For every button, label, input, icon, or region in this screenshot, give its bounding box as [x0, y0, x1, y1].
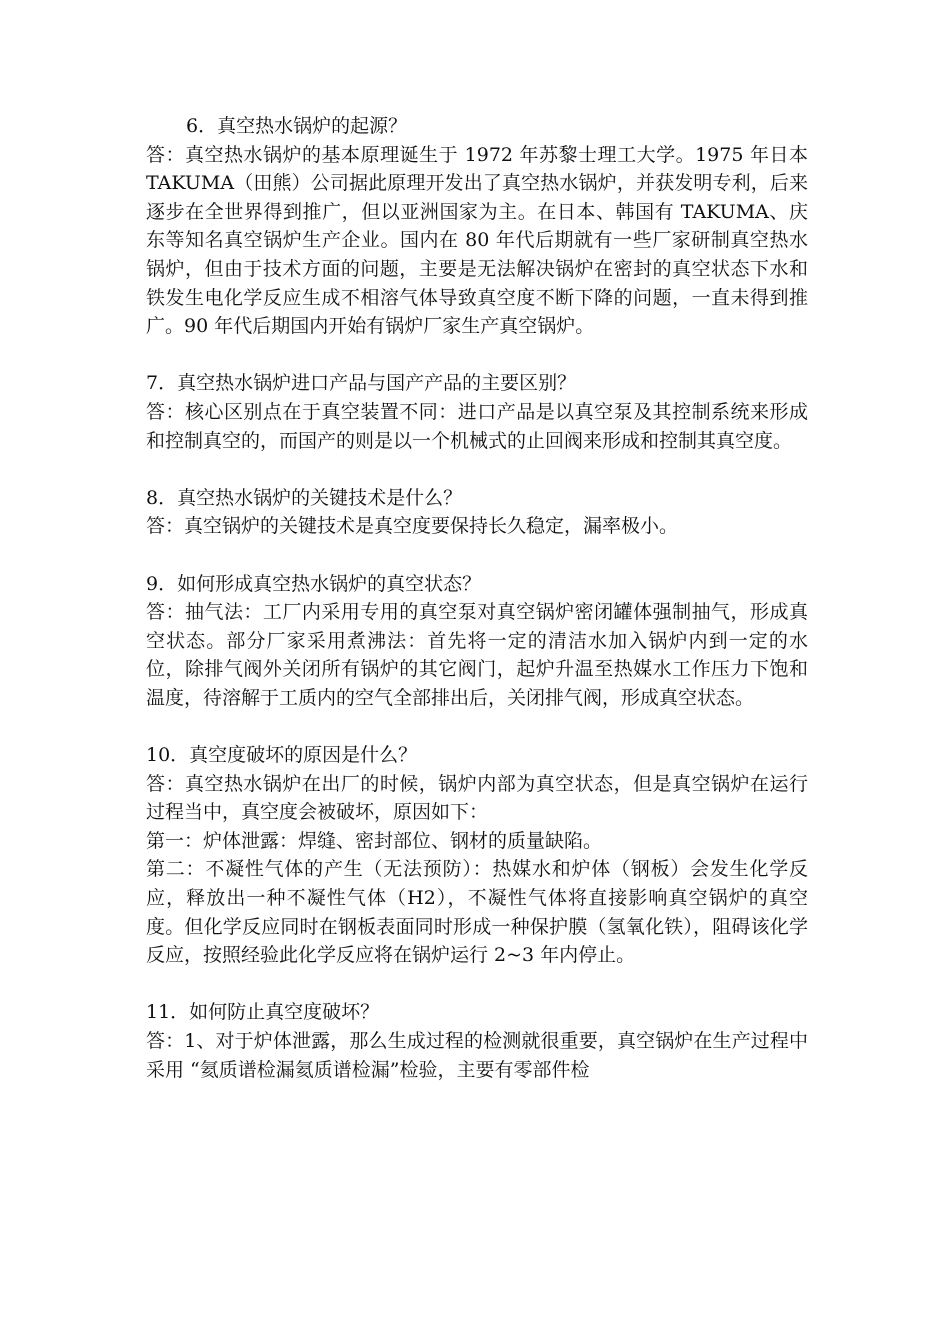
answer-paragraph: 第二：不凝性气体的产生（无法预防）：热媒水和炉体（钢板）会发生化学反应，释放出一种不凝性气体（H2），不凝性气体将直接影响真空锅炉的真空度。但化学反应同时在钢板表面同时形成一种保护膜（氢氧化铁），阻碍该化学反应，按照经验此化学反应将在锅炉运行 2~3 年内停止。 [146, 858, 808, 967]
answer-paragraph: 答：1、对于炉体泄露，那么生成过程的检测就很重要，真空锅炉在生产过程中采用 “氦质谱检漏氦质谱检漏”检验，主要有零部件检 [146, 1030, 808, 1081]
faq-section-11 [146, 998, 808, 1084]
answer-paragraph: 答：真空锅炉的关键技术是真空度要保持长久稳定，漏率极小。 [146, 515, 679, 538]
question-heading: 9．如何形成真空热水锅炉的真空状态？ [146, 572, 482, 595]
question-heading: 6．真空热水锅炉的起源？ [186, 115, 408, 137]
faq-section-9 [146, 570, 808, 713]
faq-section-10 [146, 741, 808, 970]
question-heading: 8．真空热水锅炉的关键技术是什么？ [146, 486, 463, 509]
answer-paragraph: 答：抽气法：工厂内采用专用的真空泵对真空锅炉密闭罐体强制抽气，形成真空状态。部分厂家采用煮沸法：首先将一定的清洁水加入锅炉内到一定的水位，除排气阀外关闭所有锅炉的其它阀门，起炉升温至热媒水工作压力下饱和温度，待溶解于工质内的空气全部排出后，关闭排气阀，形成真空状态。 [146, 601, 808, 709]
faq-section-8 [146, 484, 808, 541]
question-heading: 11．如何防止真空度破坏？ [146, 1001, 380, 1024]
answer-paragraph: 答：真空热水锅炉的基本原理诞生于 1972 年苏黎士理工大学。1975 年日本 TAKUMA（田熊）公司据此原理开发出了真空热水锅炉，并获发明专利，后来逐步在全世界得到推广，但以亚洲国家为主。在日本、韩国有 TAKUMA、庆东等知名真空锅炉生产企业。国内在 80 年代后期就有一些厂家研制真空热水锅炉，但由于技术方面的问题，主要是无法解决锅炉在密封的真空状态下水和铁发生电化学反应生成不相溶气体导致真空度不断下降的问题，一直未得到推广。90 年代后期国内开始有锅炉厂家生产真空锅炉。 [146, 143, 808, 338]
answer-paragraph: 第一：炉体泄露：焊缝、密封部位、钢材的质量缺陷。 [146, 829, 603, 852]
document-page [146, 112, 808, 1113]
answer-paragraph: 答：核心区别点在于真空装置不同：进口产品是以真空泵及其控制系统来形成和控制真空的，而国产的则是以一个机械式的止回阀来形成和控制其真空度。 [146, 400, 808, 452]
question-heading: 10．真空度破坏的原因是什么？ [146, 744, 418, 767]
question-heading: 7．真空热水锅炉进口产品与国产产品的主要区别？ [146, 372, 577, 395]
faq-section-7 [146, 369, 808, 455]
answer-paragraph: 答：真空热水锅炉在出厂的时候，锅炉内部为真空状态，但是真空锅炉在运行过程当中，真空度会被破坏，原因如下： [146, 772, 808, 824]
faq-section-6 [146, 112, 808, 341]
